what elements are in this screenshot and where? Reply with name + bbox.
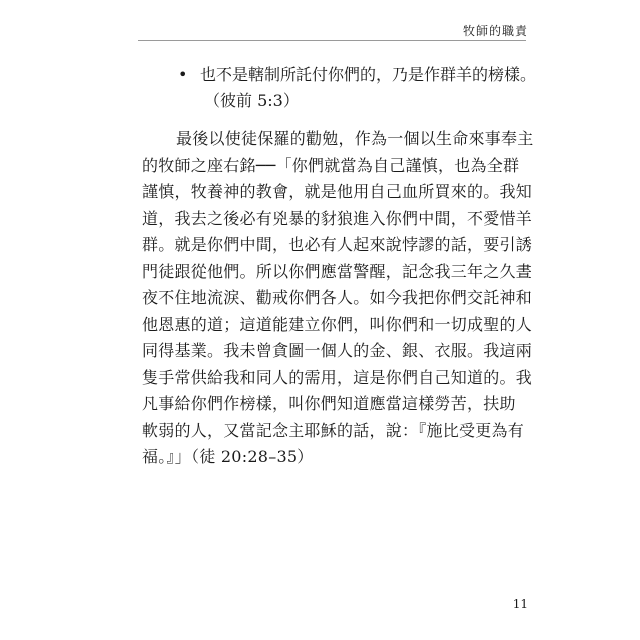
scripture-quote — [178, 62, 536, 114]
body-line: 的牧師之座右銘──「你們就當為自己謹慎，也為全群 — [142, 155, 520, 175]
body-line: 福。』」（徒 20:28–35） — [142, 447, 314, 466]
quote-text: 也不是轄制所託付你們的，乃是作群羊的榜樣。 — [200, 65, 537, 84]
header-rule — [138, 40, 526, 41]
body-line: 同得基業。我未曾貪圖一個人的金、銀、衣服。我這兩 — [142, 341, 533, 360]
body-line: 隻手常供給我和同人的需用，這是你們自己知道的。我 — [142, 367, 533, 387]
page-number: 11 — [512, 597, 528, 611]
bullet-icon: • — [178, 65, 188, 84]
quote-citation: （彼前 5:3） — [204, 91, 299, 110]
body-line: 軟弱的人，又當記念主耶穌的話，說：『施比受更為有 — [142, 420, 525, 440]
body-line: 謹慎，牧養神的教會，就是他用自己血所買來的。我知 — [142, 182, 533, 201]
body-line: 夜不住地流淚、勸戒你們各人。如今我把你們交託神和 — [142, 288, 533, 307]
body-line: 群。就是你們中間，也必有人起來說悖謬的話，要引誘 — [142, 235, 533, 254]
body-line: 他恩惠的道；這道能建立你們，叫你們和一切成聖的人 — [142, 314, 533, 334]
body-line: 門徒跟從他們。所以你們應當警醒，記念我三年之久晝 — [142, 261, 533, 281]
body-paragraph — [142, 126, 534, 471]
quote-line — [178, 62, 536, 88]
body-line: 最後以使徒保羅的勸勉，作為一個以生命來事奉主 — [176, 129, 534, 148]
running-header: 牧師的職責 — [462, 24, 528, 38]
body-line: 道，我去之後必有兇暴的豺狼進入你們中間，不愛惜羊 — [142, 208, 533, 228]
body-line: 凡事給你們作榜樣，叫你們知道應當這樣勞苦，扶助 — [142, 394, 516, 413]
